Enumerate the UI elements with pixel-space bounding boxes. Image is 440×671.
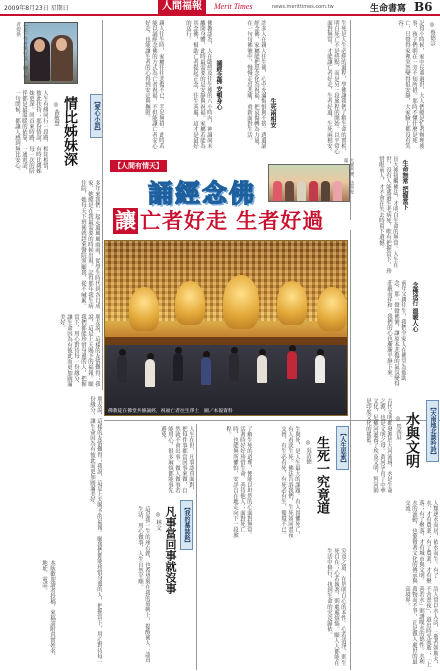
article-body: 佛教認為，人在臨終及往生後的八小時內，神識尚未離開身體，此時最需要的是安靜與祝福。家屬若能為其念佛，幫助亡者提起正念，往生善處，這才是最好的送行。 <box>185 20 212 149</box>
editor-note: 本版歡迎讀者投稿，來稿請附真實姓名、地址、電話。 <box>41 560 55 659</box>
person-figure <box>287 351 297 379</box>
buddha-statue <box>223 275 259 329</box>
article-body: 古代文明都發源於大河流域，水是生命之源，也是文明之母。黃河孕育了中華文化，尼羅河滋養了埃及文明，恆河則是印度文化的搖籃。 <box>365 398 392 494</box>
article-body: 人生有緣同行一段路，相知相惜，彼此扶持；那份情誼，有時比親姊妹更深。回首來時路，每一次的陪伴都是最溫暖的依靠，一通電話、一句問候，都讓人感到無比安心。 <box>14 90 48 174</box>
column-divider <box>102 20 103 390</box>
buddha-hall-photo <box>104 240 348 416</box>
person-figure <box>309 181 318 201</box>
column-tag: 【愛心小語】 <box>90 94 103 138</box>
subheading: 生命無常 把握當下 <box>401 160 408 211</box>
subheading: 誦經念佛 安頓身心 <box>215 60 222 111</box>
section-title: 生命書寫 <box>370 4 407 14</box>
person-figure <box>285 181 294 201</box>
article-body: 人生在世，凡事認真面對，把每件事都當回事來做，自然就不會出事。做人做事若能用心，很多麻煩都能事先避免。 <box>160 426 194 494</box>
column-tag: 【天南地北談吟詩】 <box>426 400 439 462</box>
article-author: ◎ 林文 <box>155 512 161 531</box>
article-body: 許多人在親人往生後，心中充滿悔恨與不捨。透過誦經念佛，家屬能把思念化為祝福，把哀傷轉為力量，在一句句佛號中，慢慢走出悲痛，重新面對生活。 <box>246 20 266 149</box>
article-title: 生死一究竟道 <box>314 436 329 514</box>
article-body: 這是我一生的座右銘，也希望刻在我的墓碑上，提醒後人：認真生活，用心做事，人生自然平順。 <box>137 506 150 663</box>
photo-caption: （左）作者與好友 圖／作者提供 <box>15 22 27 80</box>
article-body: 詩人常以水入詩，「逝者如斯夫，不舍晝夜」，道出時光流逝；「上善若水」則讚嘆水的德性。水利萬物而不爭，正是做人處世的最高境界。 <box>404 586 438 668</box>
page-number: B6 <box>414 0 433 14</box>
headline-line-1: 誦經念佛 <box>148 179 257 208</box>
buddha-statue <box>175 281 205 325</box>
issue-date: 2009年8月23日 星期日 <box>4 5 69 12</box>
subheading: 念佛送行 溫暖人心 <box>411 282 418 333</box>
person-figure <box>145 359 155 387</box>
article-body: 朋友說，這樣的友情難得；我說，這是上天賜予的福報。願我們都能珍惜身邊的人，把握當下，用心對待每一份緣分，讓生命因為有彼此而更加圓滿美好。 <box>59 314 100 387</box>
article-title: 水與文明 <box>404 412 420 468</box>
column-divider <box>350 230 351 670</box>
person-figure <box>201 357 211 385</box>
headline-highlight-char: 讓 <box>115 209 136 233</box>
person-figure <box>117 355 127 383</box>
masthead <box>0 0 440 16</box>
headline-line-2 <box>113 208 324 234</box>
person-figure <box>173 353 183 381</box>
article-title: 情比姊妹深 <box>62 96 78 166</box>
congregation <box>105 345 348 416</box>
person-figure <box>333 181 342 201</box>
article-body: 人類逐水而居，依水而生。有了水，才有農業；有了農業，才有聚落；有了聚落，才有城市與文明。水的流動，也象徵著文化的傳承與交流。 <box>404 500 438 584</box>
article-body: 記得小時候，家中長輩過世，大人們總是忙著辦理後事，孩子們則在一旁不知所措。那時不懂什麼是死亡，只覺得家裡突然變得很安靜，大家臉上都沒有笑容。 <box>397 20 424 149</box>
group-photo <box>268 164 350 202</box>
website-url: news.merittimes.com.tw <box>272 4 334 10</box>
person-face <box>34 39 45 52</box>
subheading: 生死兩相安 <box>269 98 276 128</box>
article-author: ◎ 馬西屏 <box>395 416 401 441</box>
article-body: 前年父親往生，我們全家人在佛堂為他助念，那一聲聲佛號，讓原本悲傷的氣氛變得莊嚴而祥和，我們的心也漸漸平靜下來。 <box>386 280 406 387</box>
person-figure <box>297 181 306 201</box>
article-body: 多年來我們一起走過風風雨雨，從學生時代到各自成家，她總是在我最需要的時候出現。記得那年我生病住院，她每天下班後就趕來醫院照顧我，從不喊累。 <box>80 180 100 309</box>
photo-caption: 大眾共修，法喜充滿 <box>343 158 354 194</box>
article-author: ◎ 吳清德 <box>305 440 311 465</box>
buddha-statue <box>129 287 159 331</box>
article-body: 親人往生時，家屬往往悲傷不已、手足無措。此時若能以誦經念佛的方式為亡者祝福，不但能讓亡者安心好走，也能讓生者的心得到安定與撫慰。 <box>144 20 164 149</box>
article-title: 凡事當回事就沒事 <box>164 506 177 594</box>
author-photo <box>24 22 78 84</box>
person-figure <box>257 355 267 383</box>
person-figure <box>321 181 330 201</box>
buddha-statue <box>277 281 307 325</box>
person-figure <box>273 181 282 201</box>
article-body: 究竟之道，在於明白心的本性。心若清淨，則生死自在；心若執著，則處處煩惱。願人人都能在生活中修行，找到生命的究竟歸依。 <box>326 548 346 666</box>
newspaper-logo: 人間福報 <box>158 0 206 14</box>
article-author: ◎ 蔡德宗 <box>429 22 435 47</box>
buddha-statue <box>317 287 347 331</box>
column-divider <box>196 424 197 670</box>
person-face <box>56 38 67 51</box>
feature-tag: 【人間有情天】 <box>110 160 167 172</box>
person-figure <box>229 353 239 381</box>
column-tag: 【我的墓誌銘】 <box>180 500 193 550</box>
article-body: 生死是人生必經的過程，學佛讓我們了解生命的實相，明白死亡不是終點，而是另一段旅程的開始。以平常心面對無常，才能讓亡者好走，生者好過，生死兩相安。 <box>326 20 346 155</box>
newspaper-name-en: Merit Times <box>214 2 253 11</box>
article-author: ◎ 黃敏慧 <box>53 102 59 127</box>
photo-caption: 佛教徒在佛堂共修誦經，祝福亡者往生淨土 圖／本報資料 <box>108 409 233 414</box>
headline-text: 亡者好走 生者好過 <box>140 209 325 233</box>
column-tag: 【人生思索】 <box>336 426 349 470</box>
person-figure <box>315 355 325 383</box>
article-body: 了解生死的道理，便能以坦然的心面對無常。活著時好好珍惜生命、善待他人；面對死亡時，也能無所懼怕，安詳自在地走向下一段旅程。 <box>225 426 252 538</box>
article-body: 生與死，是人生最大的課題。有人畏懼死亡，有人看淡生死。佛法告訴我們，生死如同晝夜交替，有生必有死，有死必有生，循環不已。 <box>280 426 300 538</box>
article-body: 朋友說，這樣的友情難得；我說，這是上天賜予的福報。願我們都能珍惜身邊的人，把握當下，用心對待每一份緣分，讓生命因為有彼此而更加圓滿美好。 <box>89 396 102 665</box>
article-body: 長大後接觸佛法，才明白生命的無常。人生在世，沒有人能逃過生老病死，唯有把握當下，珍惜眼前人，才不會在失去時留下遺憾。 <box>378 156 398 274</box>
